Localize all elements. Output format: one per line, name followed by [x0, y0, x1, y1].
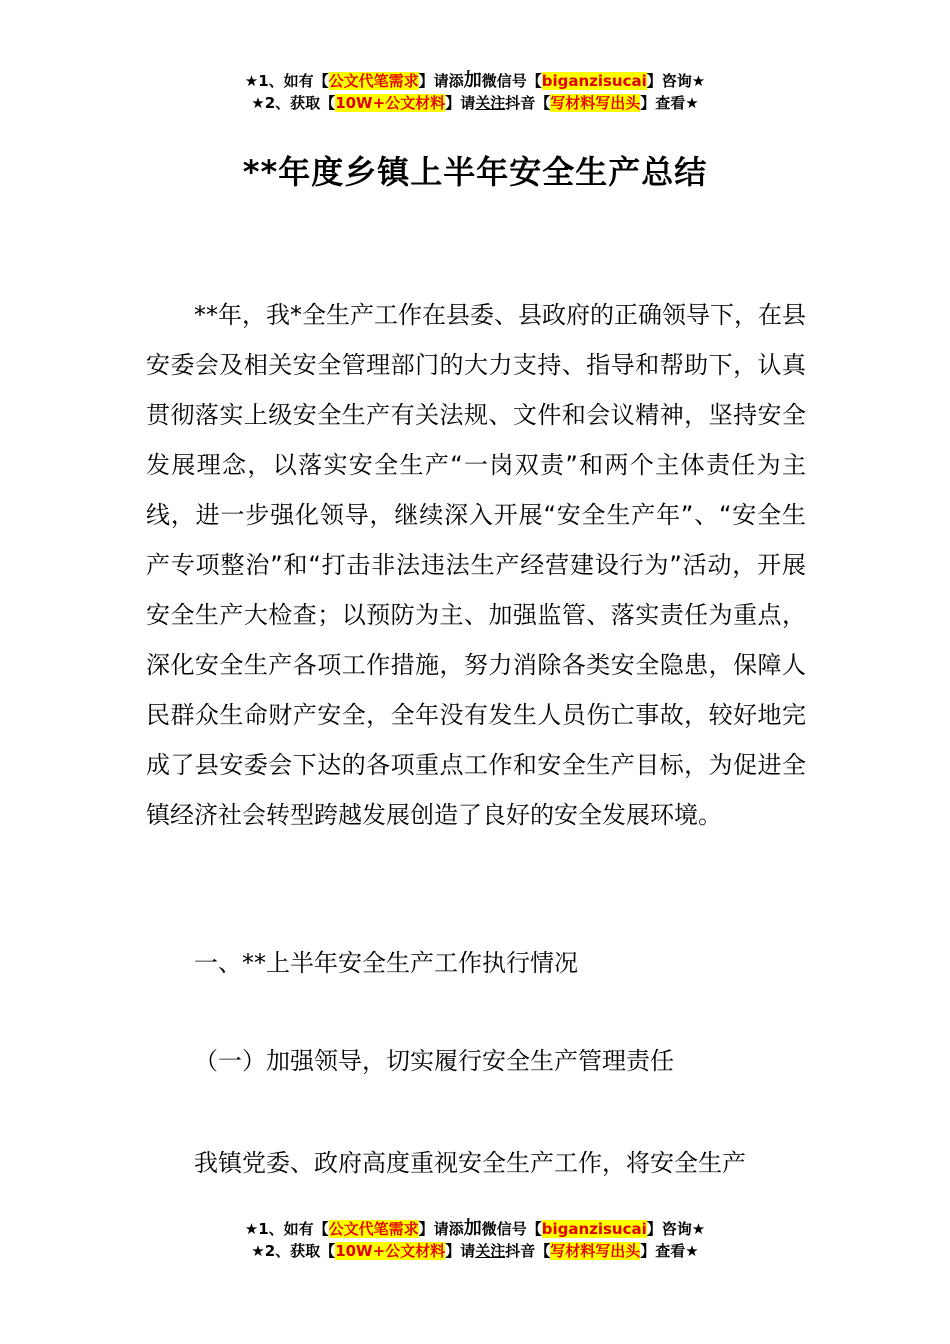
banner-line-1: ★1、如有【公文代笔需求】请添加微信号【biganzisucai】咨询★	[244, 1218, 706, 1239]
highlight-service: 公文代笔需求	[328, 1220, 419, 1238]
highlight-service: 公文代笔需求	[328, 72, 419, 90]
banner-line-1: ★1、如有【公文代笔需求】请添加微信号【biganzisucai】咨询★	[244, 70, 706, 91]
document-title: **年度乡镇上半年安全生产总结	[242, 153, 708, 191]
banner-line-2: ★2、获取【10W+公文材料】请关注抖音【写材料写出头】查看★	[251, 1242, 699, 1260]
highlight-wechat-id: biganzisucai	[541, 1220, 647, 1238]
highlight-materials: 10W+公文材料	[335, 1242, 446, 1260]
footer-banner	[0, 1218, 950, 1262]
highlight-materials: 10W+公文材料	[335, 94, 446, 112]
highlight-wechat-id: biganzisucai	[541, 72, 647, 90]
intro-paragraph: **年，我*全生产工作在县委、县政府的正确领导下，在县安委会及相关安全管理部门的大力支持、指导和帮助下，认真贯彻落实上级安全生产有关法规、文件和会议精神，坚持安全发展理念，以落实安全生产“一岗双责”和两个主体责任为主线，进一步强化领导，继续深入开展“安全生产年”、“安全生产专项整治”和“打击非法违法生产经营建设行为”活动，开展安全生产大检查；以预防为主、加强监管、落实责任为重点，深化安全生产各项工作措施，努力消除各类安全隐患，保障人民群众生命财产安全，全年没有发生人员伤亡事故，较好地完成了县安委会下达的各项重点工作和安全生产目标，为促进全镇经济社会转型跨越发展创造了良好的安全发展环境。	[146, 301, 806, 829]
body-paragraph: 我镇党委、政府高度重视安全生产工作，将安全生产	[194, 1149, 746, 1177]
highlight-douyin-account: 写材料写出头	[550, 94, 641, 112]
subsection-heading: （一）加强领导，切实履行安全生产管理责任	[194, 1047, 674, 1075]
header-banner	[0, 70, 950, 114]
banner-line-2: ★2、获取【10W+公文材料】请关注抖音【写材料写出头】查看★	[251, 94, 699, 112]
highlight-douyin-account: 写材料写出头	[550, 1242, 641, 1260]
section-heading: 一、**上半年安全生产工作执行情况	[194, 949, 578, 977]
